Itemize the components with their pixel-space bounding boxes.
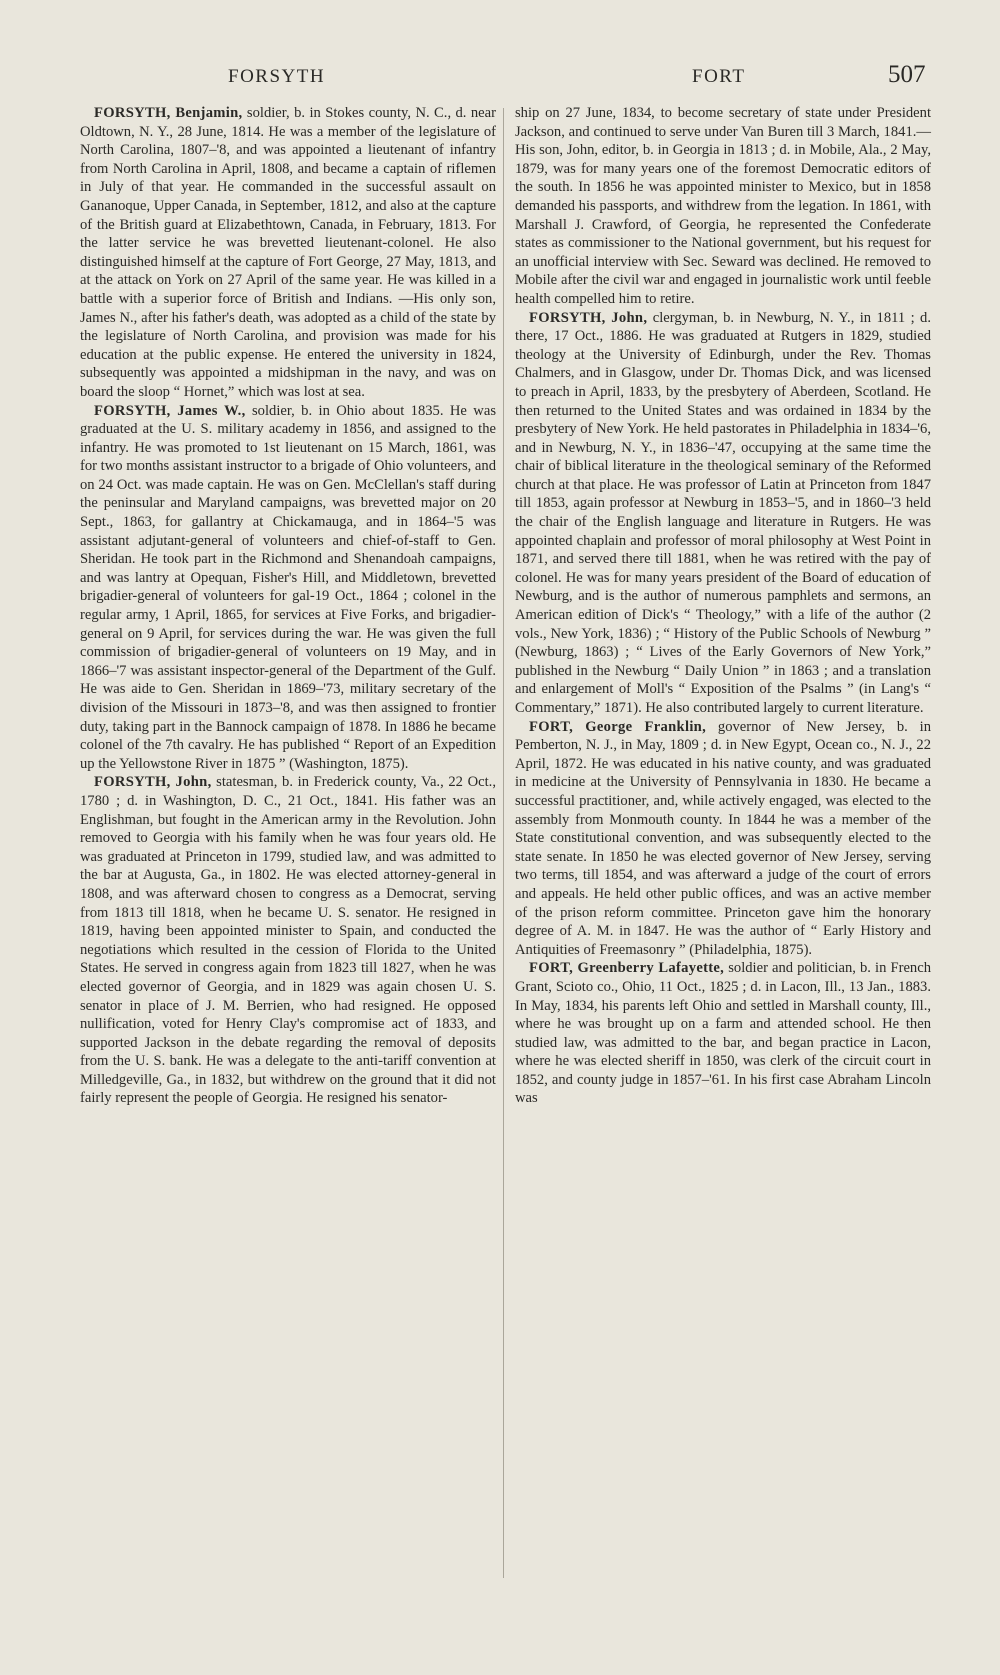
entry-text: ship on 27 June, 1834, to become secretary of state under President Jackson, and continued to serve under Van Buren till 3 March, 1841.—His son, John, editor, b. in Georgia in 1813 ; d. in Mobile, Ala., 2 May, 1879, was for many years one of the foremost Democratic editors of the south. In 1856 he was appointed minister to Mexico, but in 1858 demanded his passports, and withdrew from the legation. In 1861, with Marshall J. Crawford, of Georgia, he represented the Confederate states as commissioner to the National government, but his request for an unofficial interview with Sec. Seward was declined. He removed to Mobile after the civil war and engaged in journalistic work until feeble health compelled him to retire. (515, 105, 931, 307)
entry-forsyth-john-statesman (80, 773, 496, 1108)
right-column (515, 104, 931, 1108)
entry-fort-george (515, 718, 931, 960)
column-divider (503, 108, 504, 1578)
entry-forsyth-james (80, 402, 496, 774)
entry-text: statesman, b. in Frederick county, Va., 22 Oct., 1780 ; d. in Washington, D. C., 21 Oct., 1841. His father was an Englishman, but fought in the American army in the Revolution. John removed to Georgia with his family when he was four years old. He was graduated at Princeton in 1799, studied law, and was admitted to the bar at Augusta, Ga., in 1802. He was elected attorney-general in 1808, and was afterward chosen to congress as a Democrat, serving from 1813 till 1818, when he became U. S. senator. He resigned in 1819, having been appointed minister to Spain, and conducted the negotiations which resulted in the cession of Florida to the United States. He served in congress again from 1823 till 1827, when he was elected governor of Georgia, and in 1829 was again chosen U. S. senator in place of J. M. Berrien, who had resigned. He opposed nullification, voted for Henry Clay's compromise act of 1833, and supported Jackson in the debate regarding the removal of deposits from the U. S. bank. He was a delegate to the anti-tariff convention at Milledgeville, Ga., in 1832, but withdrew on the ground that it did not fairly represent the people of Georgia. He resigned his senator- (80, 774, 496, 1107)
entry-name: FORSYTH, John, (529, 309, 648, 326)
entry-name: FORSYTH, Benjamin, (94, 105, 243, 121)
header-left: FORSYTH (228, 66, 326, 87)
entry-text: governor of New Jersey, b. in Pemberton, N. J., in May, 1809 ; d. in New Egypt, Ocean co., N. J., 22 April, 1872. He was educated in his native county, and was graduated in medicine at the University of Pennsylvania in 1830. He became a successful practitioner, and, while actively engaged, was elected to the assembly from Monmouth county. In 1844 he was a member of the State constitutional convention, and was subsequently elected to the state senate. In 1850 he was elected governor of New Jersey, serving two terms, till 1854, and was afterward a judge of the court of errors and appeals. He held other public offices, and was an active member of the prison reform committee. Princeton gave him the honorary degree of A. M. in 1847. He was the author of “ Early History and Antiquities of Freemasonry ” (Philadelphia, 1875). (515, 718, 931, 958)
entry-name: FORSYTH, John, (94, 774, 212, 791)
entry-name: FORSYTH, James W., (94, 402, 246, 419)
entry-name: FORT, George Franklin, (529, 718, 707, 735)
entry-text: soldier and politician, b. in French Grant, Scioto co., Ohio, 11 Oct., 1825 ; d. in Lacon, Ill., 13 Jan., 1883. In May, 1834, his parents left Ohio and settled in Marshall county, Ill., where he was brought up on a farm and attended school. He then studied law, was admitted to the bar, and began practice in Lacon, where he was elected sheriff in 1850, was clerk of the circuit court in 1852, and county judge in 1857–'61. In his first case Abraham Lincoln was (515, 960, 931, 1107)
entry-text: clergyman, b. in Newburg, N. Y., in 1811 ; d. there, 17 Oct., 1886. He was graduated at Rutgers in 1829, studied theology at the University of Edinburgh, under the Rev. Thomas Chalmers, and in Glasgow, under Dr. Thomas Dick, and was licensed to preach in April, 1833, by the presbytery of Aberdeen, Scotland. He then returned to the United States and was ordained in 1834 by the presbytery of New York. He held pastorates in Philadelphia in 1834–'6, and in Newburg, N. Y., in 1836–'47, occupying at the same time the chair of biblical literature in the theological seminary of the Reformed church at that place. He was professor of Latin at Princeton from 1847 till 1853, again professor at Newburg in 1853–'5, and in 1860–'3 held the chair of the English language and literature in Rutgers. He was appointed chaplain and professor of moral philosophy at West Point in 1871, and served there till 1881, when he was retired with the pay of colonel. He was for many years president of the Board of education of Newburg, and is the author of numerous pamphlets and sermons, an American edition of Dick's “ Theology,” with a life of the author (2 vols., New York, 1836) ; “ History of the Public Schools of Newburg ” (Newburg, 1863) ; “ Lives of the Early Governors of New York,” published in the Newburg “ Daily Union ” in 1863 ; and a translation and enlargement of Moll's “ Exposition of the Psalms ” (in Lang's “ Commentary,” 1871). He also contributed largely to current literature. (515, 309, 931, 716)
running-header (0, 61, 1000, 100)
entry-text: soldier, b. in Stokes county, N. C., d. near Oldtown, N. Y., 28 June, 1814. He was a member of the legislature of North Carolina, 1807–'8, and was appointed a lieutenant of infantry from North Carolina in April, 1808, and became a captain of riflemen in July of that year. He commanded in the successful assault on Gananoque, Upper Canada, in September, 1812, and also at the capture of the British guard at Elizabethtown, Canada, in February, 1813. For the latter service he was brevetted lieutenant-colonel. He also distinguished himself at the capture of Fort George, 27 May, 1813, and at the attack on York on 27 April of the same year. He was killed in a battle with a superior force of British and Indians. —His only son, James N., after his father's death, was adopted as a child of the state by the legislature of North Carolina, and provision was made for his education at the public expense. He entered the university in 1824, subsequently was appointed a midshipman in the navy, and was on board the sloop “ Hornet,” which was lost at sea. (80, 105, 497, 400)
page-number: 507 (888, 61, 926, 88)
entry-name: FORT, Greenberry Lafayette, (529, 960, 725, 977)
left-column (80, 104, 496, 1108)
entry-text: soldier, b. in Ohio about 1835. He was graduated at the U. S. military academy in 1856, and assigned to the infantry. He was promoted to 1st lieutenant on 15 March, 1861, was for two months assistant instructor to a brigade of Ohio volunteers, and on 24 Oct. was made captain. He was on Gen. McClellan's staff during the peninsular and Maryland campaigns, was brevetted major on 20 Sept., 1863, for gallantry at Chickamauga, and in 1864–'5 was assistant adjutant-general of volunteers and chief-of-staff to Gen. Sheridan. He took part in the Richmond and Shenandoah campaigns, and was lantry at Opequan, Fisher's Hill, and Middletown, brevetted brigadier-general of volunteers for gal-19 Oct., 1864 ; colonel in the regular army, 1 April, 1865, for services at Five Forks, and brigadier-general on 9 April, for services during the war. He was given the full commission of brigadier-general of volunteers on 19 May, and in 1866–'7 was assistant inspector-general of the Department of the Gulf. He was aide to Gen. Sheridan in 1869–'73, military secretary of the division of the Missouri in 1873–'8, and was then assigned to frontier duty, taking part in the Bannock campaign of 1878. In 1886 he became colonel of the 7th cavalry. He has published “ Report of an Expedition up the Yellowstone River in 1875 ” (Washington, 1875). (80, 402, 496, 772)
entry-forsyth-john-clergyman (515, 309, 931, 718)
header-right: FORT (692, 66, 746, 87)
entry-forsyth-benjamin (80, 104, 496, 402)
entry-fort-greenberry (515, 959, 931, 1108)
entry-continuation (515, 104, 931, 309)
